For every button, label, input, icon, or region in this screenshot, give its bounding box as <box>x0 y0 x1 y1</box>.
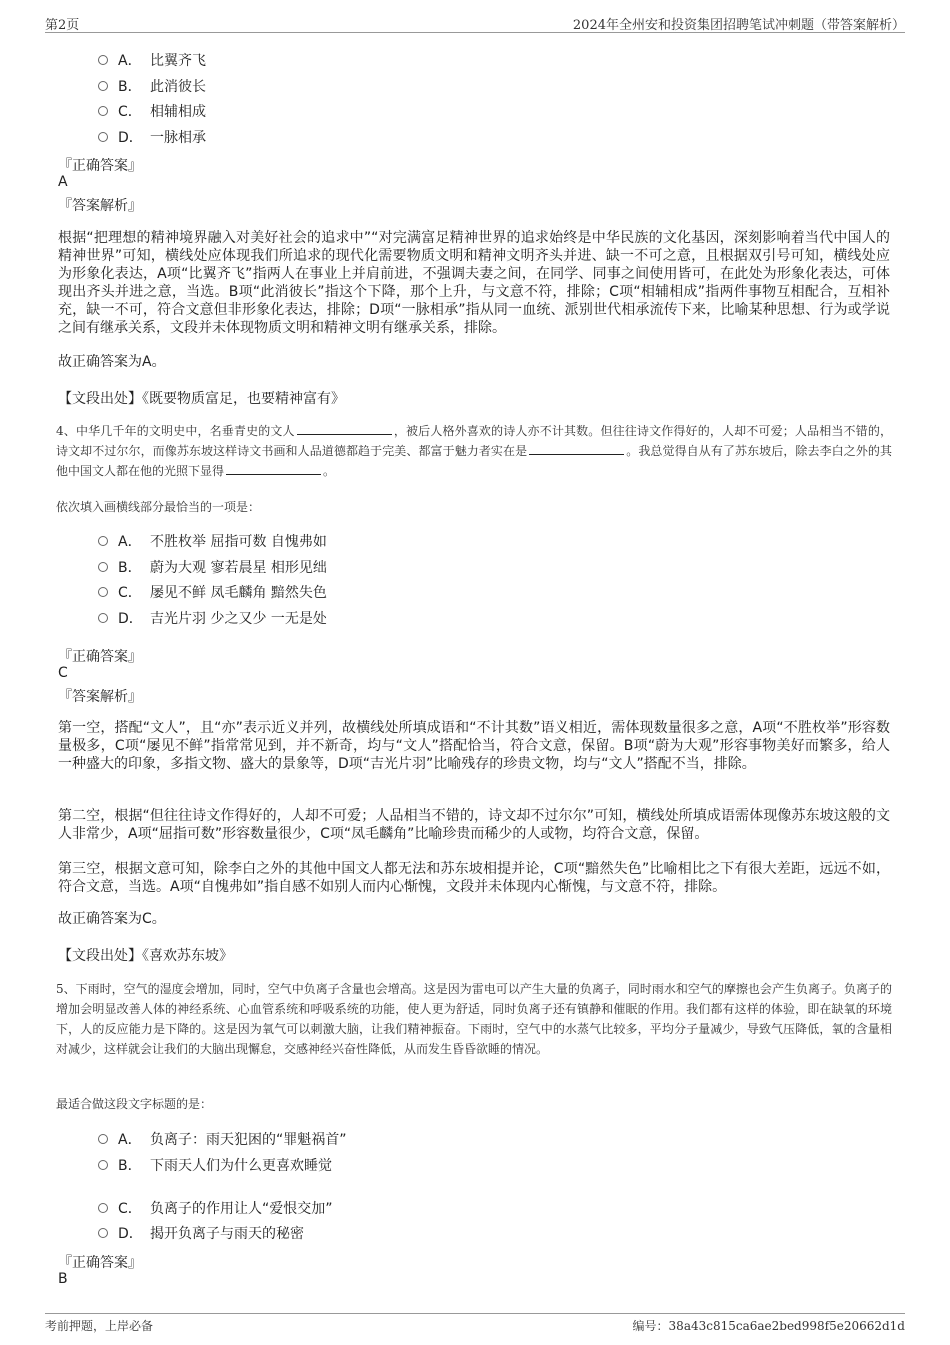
page-footer <box>45 1313 905 1336</box>
q3-option-d[interactable]: D． 一脉相承 <box>98 127 206 149</box>
radio-icon[interactable] <box>98 613 108 623</box>
q5-option-c[interactable]: C． 负离子的作用让人“爱恨交加” <box>98 1198 333 1220</box>
q3-option-c[interactable]: C． 相辅相成 <box>98 101 206 123</box>
analysis-conclusion: 故正确答案为C。 <box>58 911 166 927</box>
correct-answer: A <box>58 174 68 190</box>
footer-slogan: 考前押题，上岸必备 <box>45 1319 154 1333</box>
radio-icon[interactable] <box>98 1160 108 1170</box>
radio-icon[interactable] <box>98 1228 108 1238</box>
document-title: 2024年全州安和投资集团招聘笔试冲刺题（带答案解析） <box>572 18 905 33</box>
q5-option-a[interactable]: A． 负离子：雨天犯困的“罪魁祸首” <box>98 1129 347 1151</box>
page-header <box>45 12 905 33</box>
document-id: 编号：38a43c815ca6ae2bed998f5e20662d1d <box>632 1319 905 1333</box>
blank-1 <box>297 422 392 435</box>
question-4-prompt: 依次填入画横线部分最恰当的一项是： <box>56 500 261 514</box>
q4-option-a[interactable]: A． 不胜枚举 屈指可数 自愧弗如 <box>98 531 327 553</box>
analysis-paragraph: 第三空，根据文意可知，除李白之外的其他中国文人都无法和苏东坡相提并论，C项“黯然失色”比喻相比之下有很大差距，远远不如，符合文意，当选。A项“自愧弗如”指自感不如别人而内心惭愧，文段并未体现内心惭愧，与文意不符，排除。 <box>58 861 890 895</box>
radio-icon[interactable] <box>98 1134 108 1144</box>
radio-icon[interactable] <box>98 106 108 116</box>
analysis-paragraph: 根据“把理想的精神境界融入对美好社会的追求中”“对完满富足精神世界的追求始终是中华民族的文化基因，深刻影响着当代中国人的精神世界”可知，横线处应体现我们所追求的现代化需要物质文明和精神文明齐头并进、缺一不可之意，且根据双引号可知，横线处应为形象化表达，A项“比翼齐飞”指两人在事业上并肩前进，不强调夫妻之间，在同学、同事之间使用皆可，在此处为形象化表达，可体现出齐头并进之意，当选。B项“此消彼长”指这个下降，那个上升，与文意不符，排除；C项“相辅相成”指两件事物互相配合，互相补充，缺一不可，符合文意但非形象化表达，排除；D项“一脉相承”指从同一血统、派别世代相承流传下来，比喻某种思想、行为或学说之间有继承关系，文段并未体现物质文明和精神文明有继承关系，排除。 <box>58 230 890 336</box>
q5-option-b[interactable]: B． 下雨天人们为什么更喜欢睡觉 <box>98 1155 332 1177</box>
source-citation: 【文段出处】《既要物质富足，也要精神富有》 <box>58 391 345 407</box>
analysis-paragraph: 第一空，搭配“文人”，且“亦”表示近义并列，故横线处所填成语和“不计其数”语义相近，需体现数量很多之意，A项“不胜枚举”形容数量极多，C项“屡见不鲜”指常常见到，并不新奇，均与“文人”搭配恰当，符合文意，保留。B项“蔚为大观”形容事物美好而繁多，给人一种盛大的印象，多指文物、盛大的景象等，D项“吉光片羽”比喻残存的珍贵文物，均与“文人”搭配不当，排除。 <box>58 720 890 772</box>
question-5-text: 5、下雨时，空气的湿度会增加，同时，空气中负离子含量也会增高。这是因为雷电可以产生大量的负离子，同时雨水和空气的摩擦也会产生负离子。负离子的增加会明显改善人体的神经系统、心血管系统和呼吸系统的功能，使人更为舒适，同时负离子还有镇静和催眠的作用。我们都有这样的体验，即在缺氧的环境下，人的反应能力是下降的。这是因为氧气可以刺激大脑，让我们精神振奋。下雨时，空气中的水蒸气比较多，平均分子量减少，导致气压降低，氧的含量相对减少，这样就会让我们的大脑出现懈怠，交感神经兴奋性降低，从而发生昏昏欲睡的情况。 <box>56 982 892 1056</box>
answer-label: 『正确答案』 <box>58 1255 142 1271</box>
question-4-text: 4、中华几千年的文明史中，名垂青史的文人 ，被后人格外喜欢的诗人亦不计其数。但往往诗文作得好的，人却不可爱；人品相当不错的，诗文却不过尔尔，而像苏东坡这样诗文书画和人品道德都趋于完美、都富于魅力者实在是 。我总觉得自从有了苏东坡后，除去李白之外的其他中国文人都在他的光照下显得 。 <box>56 424 892 478</box>
q4-option-c[interactable]: C． 屡见不鲜 凤毛麟角 黯然失色 <box>98 582 327 604</box>
q3-option-a[interactable]: A． 比翼齐飞 <box>98 50 206 72</box>
correct-answer: C <box>58 665 68 681</box>
analysis-label: 『答案解析』 <box>58 689 142 705</box>
radio-icon[interactable] <box>98 587 108 597</box>
blank-2 <box>529 442 624 455</box>
question-5-prompt: 最适合做这段文字标题的是： <box>56 1097 213 1111</box>
radio-icon[interactable] <box>98 536 108 546</box>
radio-icon[interactable] <box>98 81 108 91</box>
answer-label: 『正确答案』 <box>58 649 142 665</box>
q4-option-b[interactable]: B． 蔚为大观 寥若晨星 相形见绌 <box>98 557 327 579</box>
q5-option-d[interactable]: D． 揭开负离子与雨天的秘密 <box>98 1223 304 1245</box>
q3-option-b[interactable]: B． 此消彼长 <box>98 76 206 98</box>
radio-icon[interactable] <box>98 562 108 572</box>
source-citation: 【文段出处】《喜欢苏东坡》 <box>58 948 233 964</box>
radio-icon[interactable] <box>98 132 108 142</box>
radio-icon[interactable] <box>98 1203 108 1213</box>
analysis-label: 『答案解析』 <box>58 198 142 214</box>
analysis-paragraph: 第二空，根据“但往往诗文作得好的，人却不可爱；人品相当不错的，诗文却不过尔尔”可知，横线处所填成语需体现像苏东坡这般的文人非常少，A项“屈指可数”形容数量很少，C项“凤毛麟角”比喻珍贵而稀少的人或物，均符合文意，保留。 <box>58 808 890 842</box>
page-number: 第2页 <box>45 18 80 33</box>
radio-icon[interactable] <box>98 55 108 65</box>
blank-3 <box>226 462 321 475</box>
correct-answer: B <box>58 1271 68 1287</box>
answer-label: 『正确答案』 <box>58 158 142 174</box>
q4-option-d[interactable]: D． 吉光片羽 少之又少 一无是处 <box>98 608 327 630</box>
analysis-conclusion: 故正确答案为A。 <box>58 354 166 370</box>
